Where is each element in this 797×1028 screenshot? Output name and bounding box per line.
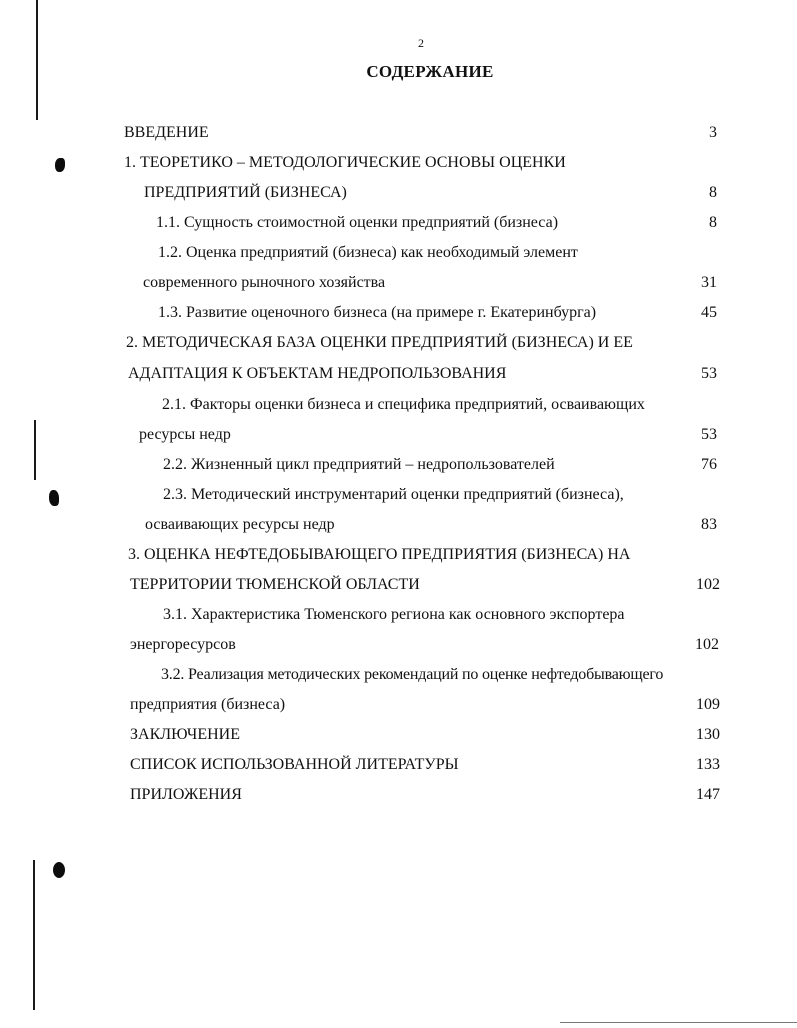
- toc-entry-text: 3.1. Характеристика Тюменского региона как основного экспортера: [163, 606, 625, 623]
- toc-entry-page: [657, 150, 717, 176]
- toc-entry-text: 2. МЕТОДИЧЕСКАЯ БАЗА ОЦЕНКИ ПРЕДПРИЯТИЙ (БИЗНЕСА) И ЕЕ: [126, 334, 633, 351]
- ink-blot-1: [55, 158, 65, 172]
- toc-entry-page: [657, 240, 717, 266]
- scan-margin-line-mid: [34, 420, 36, 480]
- toc-entry-text: 2.3. Методический инструментарий оценки предприятий (бизнеса),: [163, 486, 624, 503]
- toc-entry-text: СПИСОК ИСПОЛЬЗОВАННОЙ ЛИТЕРАТУРЫ: [130, 756, 459, 773]
- toc-entry-text: 2.2. Жизненный цикл предприятий – недропользователей: [163, 456, 555, 473]
- toc-entry-page: [657, 662, 717, 688]
- toc-entry-text: ПРИЛОЖЕНИЯ: [130, 786, 242, 803]
- toc-entry-page: [657, 330, 717, 356]
- toc-entry-text: 1. ТЕОРЕТИКО – МЕТОДОЛОГИЧЕСКИЕ ОСНОВЫ ОЦЕНКИ: [124, 154, 566, 171]
- toc-entry-page: 76: [701, 456, 717, 473]
- toc-entry-page: 102: [696, 576, 720, 593]
- toc-entry-page: 147: [696, 786, 720, 803]
- toc-entry-page: 53: [701, 426, 717, 443]
- toc-entry-text: ВВЕДЕНИЕ: [124, 124, 209, 141]
- toc-entry-page: 3: [709, 124, 717, 141]
- toc-entry-text: современного рыночного хозяйства: [143, 274, 386, 291]
- toc-entry-page: [657, 542, 717, 568]
- toc-entry-page: 102: [695, 636, 719, 653]
- page-title: СОДЕРЖАНИЕ: [366, 62, 494, 81]
- toc-entry-text: предприятия (бизнеса): [130, 696, 286, 713]
- toc-entry-page: 8: [709, 184, 717, 201]
- toc-entry-page: 130: [696, 726, 720, 743]
- toc-entry-text: ПРЕДПРИЯТИЙ (БИЗНЕСА): [144, 184, 347, 201]
- toc-entry-text: энергоресурсов: [130, 636, 236, 653]
- scan-bottom-line: [560, 1022, 797, 1023]
- scan-margin-line-top: [36, 0, 38, 120]
- toc-entry-text: 2.1. Факторы оценки бизнеса и специфика предприятий, осваивающих: [162, 396, 645, 413]
- toc-entry-page: [657, 392, 717, 418]
- ink-blot-3: [53, 862, 65, 878]
- toc-entry-text: осваивающих ресурсы недр: [145, 516, 335, 533]
- toc-entry-text: 1.1. Сущность стоимостной оценки предприятий (бизнеса): [156, 214, 559, 231]
- toc-entry-page: 109: [696, 696, 720, 713]
- page-number: 2: [418, 36, 424, 50]
- toc-entry-text: 1.3. Развитие оценочного бизнеса (на примере г. Екатеринбурга): [158, 304, 597, 321]
- toc-entry-text: 3.2. Реализация методических рекомендаций по оценке нефтедобывающего: [161, 666, 664, 683]
- toc-entry-text: ЗАКЛЮЧЕНИЕ: [130, 726, 240, 743]
- toc-entry-page: 8: [709, 214, 717, 231]
- toc-entry-text: ТЕРРИТОРИИ ТЮМЕНСКОЙ ОБЛАСТИ: [130, 576, 420, 593]
- toc-entry-page: 45: [701, 304, 717, 321]
- toc-entry-text: АДАПТАЦИЯ К ОБЪЕКТАМ НЕДРОПОЛЬЗОВАНИЯ: [128, 365, 507, 382]
- ink-blot-2: [49, 490, 59, 506]
- toc-entry-page: 83: [701, 516, 717, 533]
- toc-entry-page: [657, 602, 717, 628]
- toc-entry-page: 133: [696, 756, 720, 773]
- toc-entry-text: 3. ОЦЕНКА НЕФТЕДОБЫВАЮЩЕГО ПРЕДПРИЯТИЯ (БИЗНЕСА) НА: [128, 546, 631, 563]
- toc-entry-page: [657, 482, 717, 508]
- toc-entry-text: 1.2. Оценка предприятий (бизнеса) как необходимый элемент: [158, 244, 578, 261]
- toc-entry-page: 53: [701, 365, 717, 382]
- toc-entry-page: 31: [701, 274, 717, 291]
- toc-entry-text: ресурсы недр: [139, 426, 231, 443]
- scan-margin-line-low: [33, 860, 35, 1010]
